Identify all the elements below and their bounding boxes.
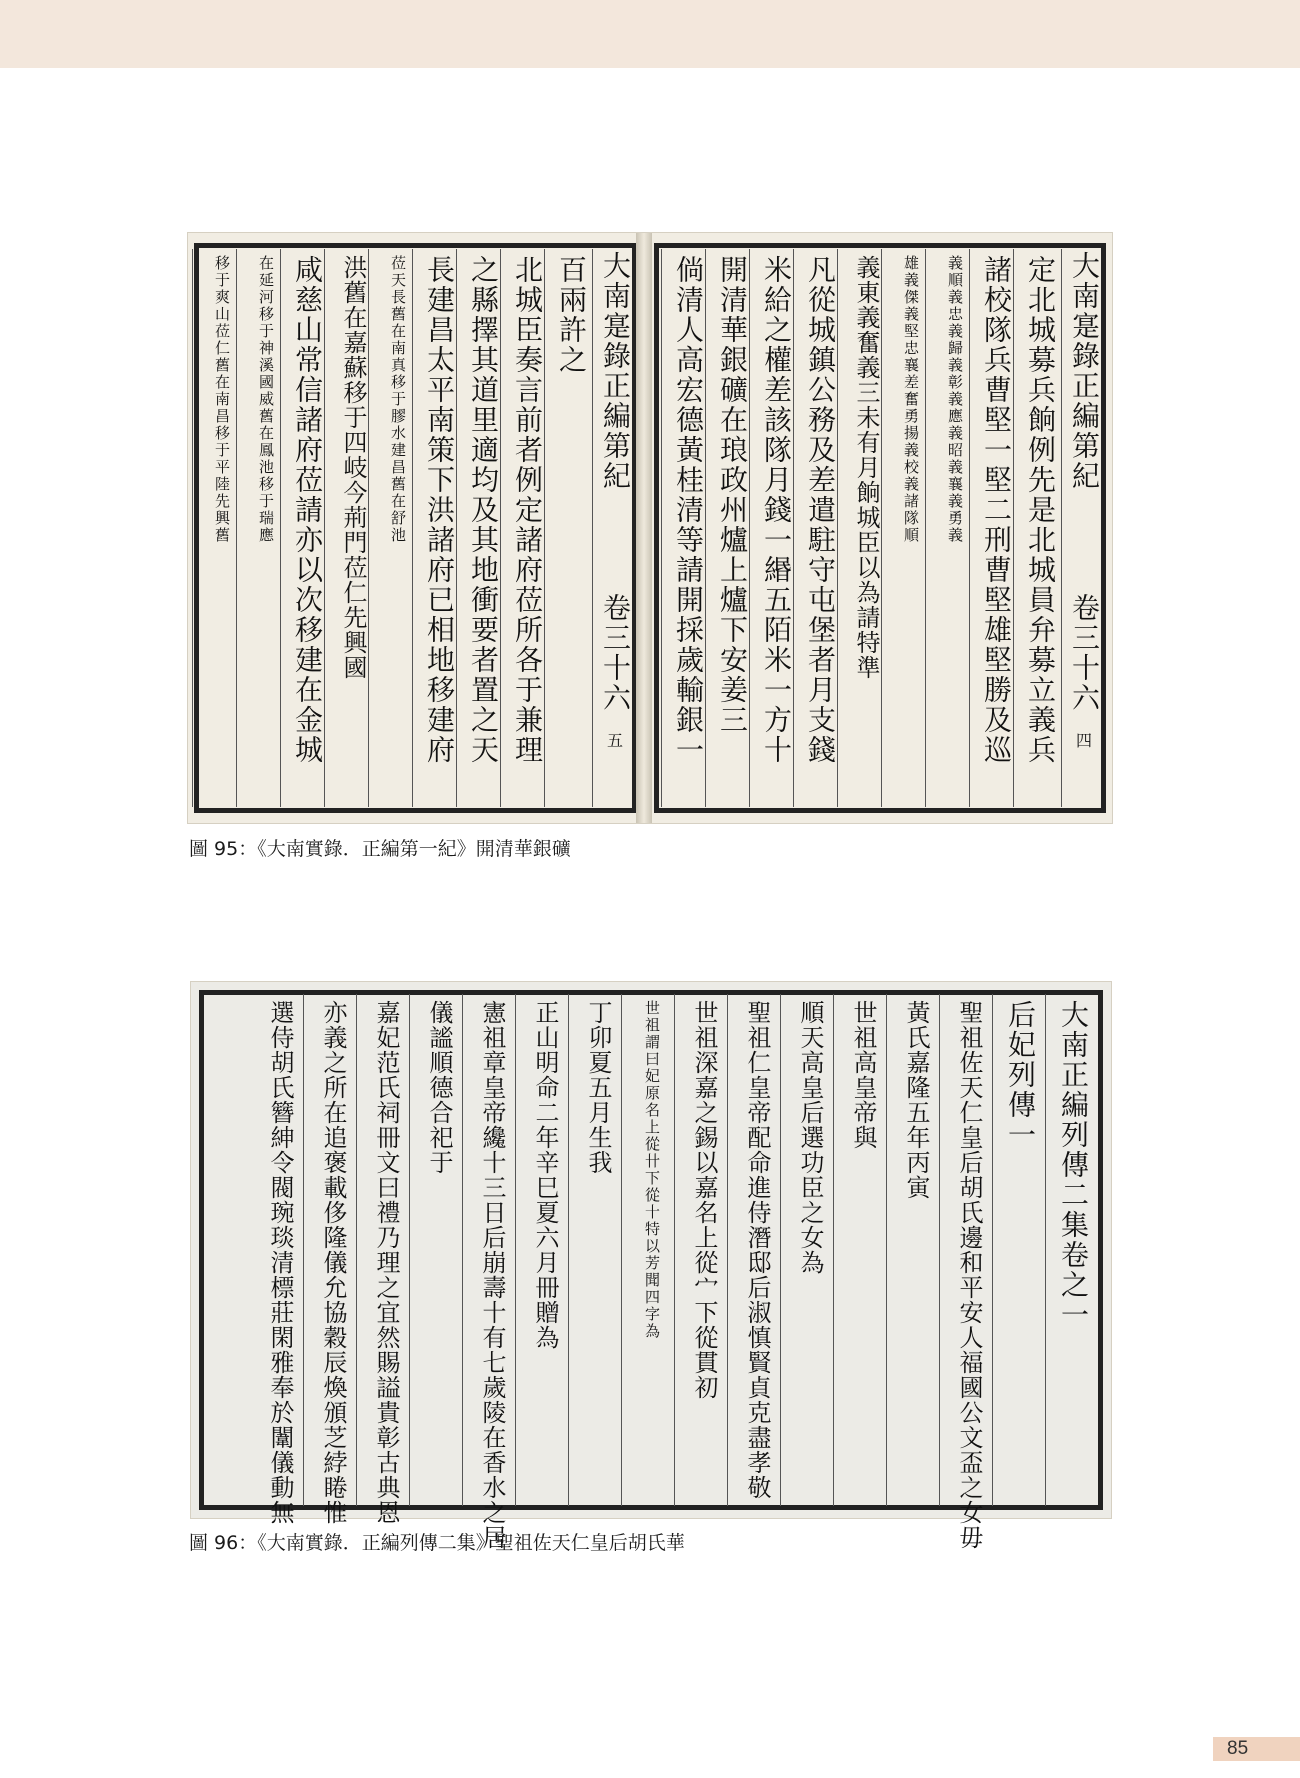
text-column: 黃氏嘉隆五年丙寅 <box>902 1000 930 1200</box>
column-rule <box>500 249 501 807</box>
top-header-band <box>0 0 1300 68</box>
column-rule <box>568 994 569 1506</box>
page-number-tab <box>1213 1737 1300 1761</box>
text-column: 聖祖仁皇帝配命進侍潛邸后淑慎賢貞克盡孝敬 <box>743 1000 771 1500</box>
column-rule <box>303 994 304 1506</box>
column-rule <box>280 249 281 807</box>
folio-number: 五 <box>606 731 623 750</box>
column-rule <box>409 994 410 1506</box>
figure-95-caption: 圖 95：《大南實錄．正編第一紀》開清華銀礦 <box>189 838 571 860</box>
column-rule <box>1013 249 1014 807</box>
column-rule <box>1061 249 1062 807</box>
column-rule <box>780 994 781 1506</box>
column-rule <box>192 249 193 807</box>
column-rule <box>833 994 834 1506</box>
column-rule <box>925 249 926 807</box>
column-rule <box>939 994 940 1506</box>
text-column: 雄義傑義堅忠襄差奮勇揚義校義諸隊順 <box>902 255 920 544</box>
column-rule <box>969 249 970 807</box>
text-column: 憲祖章皇帝纔十三日后崩壽十有七歲陵在香水之居 <box>478 1000 506 1550</box>
column-rule <box>236 249 237 807</box>
page-volume-label: 卷三十六 <box>599 593 632 713</box>
text-column: 義順義忠義歸義彰義應義昭義襄義勇義 <box>946 255 964 544</box>
text-column: 義東義奮義三未有月餉城臣以為請特準 <box>852 255 880 680</box>
page-number: 85 <box>1227 1738 1249 1759</box>
column-rule <box>793 249 794 807</box>
page-volume-label: 卷三十六 <box>1068 593 1101 713</box>
text-column: 順天高皇后選功臣之女為 <box>796 1000 824 1275</box>
text-column: 之縣擇其道里適均及其地衝要者置之天 <box>467 255 500 765</box>
column-rule <box>515 994 516 1506</box>
text-column: 聖祖佐天仁皇后胡氏邊和平安人福國公文盃之女毋 <box>955 1000 983 1550</box>
text-column: 莅天長舊在南真移于膠水建昌舊在舒池 <box>389 255 407 544</box>
text-column: 嘉妃范氏祠冊文曰禮乃理之宜然賜謚貴彰古典恩 <box>372 1000 400 1525</box>
text-column: 世祖深嘉之錫以嘉名上從宀下從貫初 <box>690 1000 718 1400</box>
column-rule <box>544 249 545 807</box>
column-rule <box>1045 994 1046 1506</box>
text-column: 洪舊在嘉蘇移于四岐今荊門莅仁先興國 <box>339 255 367 680</box>
text-column: 后妃列傳一 <box>1004 1000 1037 1150</box>
column-rule <box>727 994 728 1506</box>
figure-95-left-page <box>188 233 643 823</box>
text-column: 米給之權差該隊月錢一緡五陌米一方十 <box>760 255 793 765</box>
column-rule <box>992 994 993 1506</box>
text-column: 移于爽山莅仁舊在南昌移于平陸先興舊 <box>213 255 231 544</box>
text-column: 世祖謂曰妃原名上從卄下從十特以芳聞四字為 <box>643 1000 661 1340</box>
text-column: 百兩許之 <box>555 255 588 375</box>
text-column: 世祖高皇帝與 <box>849 1000 877 1150</box>
text-column: 咸慈山常信諸府莅請亦以次移建在金城 <box>291 255 324 765</box>
text-column: 凡從城鎮公務及差遣駐守屯堡者月支錢 <box>804 255 837 765</box>
column-rule <box>661 249 662 807</box>
column-rule <box>749 249 750 807</box>
figure-95-right-page <box>648 233 1112 823</box>
text-column: 北城臣奏言前者例定諸府莅所各于兼理 <box>511 255 544 765</box>
column-rule <box>456 249 457 807</box>
column-rule <box>412 249 413 807</box>
text-column: 丁卯夏五月生我 <box>584 1000 612 1175</box>
column-rule <box>368 249 369 807</box>
text-column: 儀謐順德合祀于 <box>425 1000 453 1175</box>
column-rule <box>674 994 675 1506</box>
folio-number: 四 <box>1075 731 1092 750</box>
figure-95-scan <box>188 233 1112 823</box>
text-column: 在延河移于神溪國威舊在鳳池移于瑞應 <box>257 255 275 544</box>
column-rule <box>356 994 357 1506</box>
column-rule <box>621 994 622 1506</box>
text-column: 大南正編列傳二集卷之一 <box>1057 1000 1090 1330</box>
text-column: 選侍胡氏簪紳令閥琬琰清標莊閑雅奉於闈儀動無 <box>266 1000 294 1525</box>
text-column: 定北城募兵餉例先是北城員弁募立義兵 <box>1024 255 1057 765</box>
column-rule <box>592 249 593 807</box>
text-column: 亦義之所在追褒載侈隆儀允協穀辰煥頒芝綍睠惟 <box>319 1000 347 1525</box>
column-rule <box>705 249 706 807</box>
page-header-title: 大南寔錄正編第紀 <box>599 251 632 491</box>
page-header-title: 大南寔錄正編第紀 <box>1068 251 1101 491</box>
figure-96-caption: 圖 96：《大南實錄．正編列傳二集》聖祖佐天仁皇后胡氏華 <box>189 1532 685 1554</box>
column-rule <box>324 249 325 807</box>
column-rule <box>886 994 887 1506</box>
column-rule <box>881 249 882 807</box>
text-column: 倘清人高宏德黃桂清等請開採歲輸銀一 <box>672 255 705 765</box>
column-rule <box>462 994 463 1506</box>
text-column: 開清華銀礦在琅政州爐上爐下安姜三 <box>716 255 749 735</box>
text-column: 諸校隊兵曹堅一堅二刑曹堅雄堅勝及巡 <box>980 255 1013 765</box>
column-rule <box>837 249 838 807</box>
text-column: 長建昌太平南策下洪諸府已相地移建府 <box>423 255 456 765</box>
text-column: 正山明命二年辛巳夏六月冊贈為 <box>531 1000 559 1350</box>
